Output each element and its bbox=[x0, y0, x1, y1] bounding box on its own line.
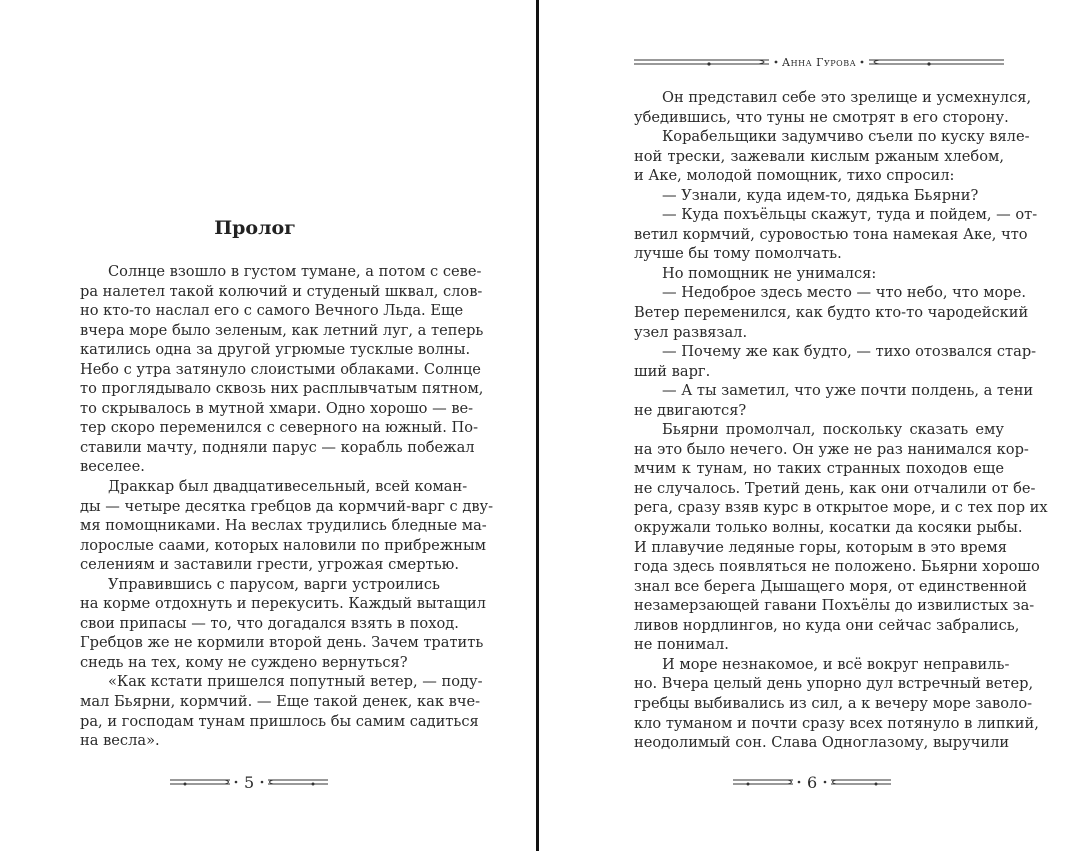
right-page-text bbox=[634, 88, 1048, 753]
text-line: на корме отдохнуть и перекусить. Каждый вытащил bbox=[80, 595, 486, 613]
text-line: селениям и заставили грести, угрожая смертью. bbox=[80, 556, 459, 574]
text-line: не двигаются? bbox=[634, 401, 747, 419]
text-line: «Как кстати пришелся попутный ветер, — поду- bbox=[108, 673, 483, 691]
text-line: окружали только волны, косатки да косяки рыбы. bbox=[634, 519, 1023, 537]
text-line: — Узнали, куда идем-то, дядька Бьярни? bbox=[662, 186, 979, 204]
ornament-left-icon bbox=[634, 57, 779, 67]
page-footer-left bbox=[170, 772, 328, 792]
chapter-title: Пролог bbox=[214, 217, 296, 239]
text-line: И плавучие ледяные горы, которым в это время bbox=[634, 538, 1007, 556]
text-line: Солнце взошло в густом тумане, а потом с севе- bbox=[108, 263, 482, 280]
ornament-icon bbox=[733, 777, 801, 787]
paragraph bbox=[634, 186, 1004, 206]
text-line: ной трески, зажевали кислым ржаным хлебом, bbox=[634, 147, 1004, 165]
paragraph bbox=[80, 477, 494, 575]
text-line: снедь на тех, кому не суждено вернуться? bbox=[80, 653, 408, 671]
text-line: то проглядывало сквозь них расплывчатым пятном, bbox=[80, 380, 484, 398]
text-line: мал Бьярни, кормчий. — Еще такой денек, как вче- bbox=[80, 693, 481, 711]
paragraph bbox=[634, 283, 1029, 342]
text-line: веселее. bbox=[80, 458, 145, 476]
text-line: Но помощник не унимался: bbox=[662, 264, 877, 282]
text-line: ливов нордлингов, но куда они сейчас забрались, bbox=[634, 616, 1020, 634]
text-line: знал все берега Дышащего моря, от единственной bbox=[634, 577, 1027, 595]
text-line: на это было нечего. Он уже не раз нанимался кор- bbox=[634, 440, 1029, 458]
text-line: неодолимый сон. Слава Одноглазому, выручили bbox=[634, 734, 1010, 752]
text-line: не понимал. bbox=[634, 636, 729, 654]
text-line: Он представил себе это зрелище и усмехнулся, bbox=[662, 89, 1032, 106]
page-number: 5 bbox=[244, 772, 255, 792]
text-line: Драккар был двадцативесельный, всей коман- bbox=[108, 478, 468, 496]
paragraph bbox=[634, 127, 1030, 186]
paragraph bbox=[80, 262, 484, 477]
paragraph bbox=[634, 264, 1004, 284]
text-line: кло туманом и почти сразу всех потянуло в липкий, bbox=[634, 714, 1039, 732]
paragraph bbox=[634, 420, 1048, 655]
text-line: незамерзающей гавани Похъёлы до извилистых за- bbox=[634, 597, 1035, 615]
paragraph bbox=[80, 575, 486, 673]
text-line: но. Вчера целый день упорно дул встречный ветер, bbox=[634, 675, 1034, 693]
text-line: и Аке, молодой помощник, тихо спросил: bbox=[634, 167, 955, 185]
text-line: Бьярни промолчал, поскольку сказать ему bbox=[662, 421, 1004, 439]
text-line: мчим к тунам, но таких странных походов еще bbox=[634, 460, 1004, 478]
text-line: года здесь появляться не положено. Бьярни хорошо bbox=[634, 558, 1040, 576]
text-line: мя помощниками. На веслах трудились бледные ма- bbox=[80, 517, 487, 535]
text-line: на весла». bbox=[80, 732, 160, 750]
ornament-icon bbox=[170, 777, 238, 787]
author-name: Анна Гурова bbox=[781, 55, 857, 69]
text-line: гребцы выбивались из сил, а к вечеру море заволо- bbox=[634, 694, 1033, 712]
text-line: ды — четыре десятка гребцов да кормчий-варг с дву- bbox=[80, 497, 494, 515]
text-line: свои припасы — то, что догадался взять в поход. bbox=[80, 614, 459, 632]
text-line: то скрывалось в мутной хмари. Одно хорошо — ве- bbox=[80, 399, 474, 417]
text-line: ставили мачту, подняли парус — корабль побежал bbox=[80, 438, 475, 456]
text-line: вчера море было зеленым, как летний луг, а теперь bbox=[80, 321, 484, 339]
text-line: убедившись, что туны не смотрят в его сторону. bbox=[634, 108, 1009, 126]
text-line: узел развязал. bbox=[634, 323, 748, 341]
text-line: Небо с утра затянуло слоистыми облаками. Солнце bbox=[80, 360, 481, 378]
running-header bbox=[634, 52, 1004, 72]
text-line: тер скоро переменился с северного на южный. По- bbox=[80, 419, 479, 437]
text-line: не случалось. Третий день, как они отчалили от бе- bbox=[634, 479, 1036, 497]
text-line: рега, сразу взяв курс в открытое море, и с тех пор их bbox=[634, 499, 1048, 517]
text-line: — Почему же как будто, — тихо отозвался стар- bbox=[662, 343, 1037, 361]
text-line: ший варг. bbox=[634, 362, 711, 380]
page-footer-right bbox=[733, 772, 891, 792]
text-line: И море незнакомое, и всё вокруг неправиль- bbox=[662, 655, 1010, 673]
left-page-text bbox=[80, 262, 494, 751]
text-line: — А ты заметил, что уже почти полдень, а тени bbox=[662, 382, 1034, 400]
text-line: ра, и господам тунам пришлось бы самим садиться bbox=[80, 712, 479, 730]
ornament-icon bbox=[823, 777, 891, 787]
text-line: — Куда похъёльцы скажут, туда и пойдем, — от- bbox=[662, 206, 1038, 224]
text-line: Корабельщики задумчиво съели по куску вяле- bbox=[662, 128, 1030, 146]
paragraph bbox=[634, 655, 1039, 753]
paragraph bbox=[634, 342, 1037, 381]
text-line: лучше бы тому помолчать. bbox=[634, 245, 842, 263]
text-line: Ветер переменился, как будто кто-то чародейский bbox=[634, 304, 1029, 322]
text-line: но кто-то наслал его с самого Вечного Льда. Еще bbox=[80, 302, 464, 320]
paragraph bbox=[80, 672, 483, 750]
text-line: лорослые саами, которых наловили по прибрежным bbox=[80, 536, 486, 554]
text-line: Гребцов же не кормили второй день. Зачем тратить bbox=[80, 634, 484, 652]
text-line: Управившись с парусом, варги устроились bbox=[108, 575, 440, 593]
book-spine-divider bbox=[536, 0, 539, 851]
page-number: 6 bbox=[807, 772, 818, 792]
paragraph bbox=[634, 381, 1034, 420]
paragraph bbox=[634, 205, 1038, 264]
text-line: ра налетел такой колючий и студеный шквал, слов- bbox=[80, 282, 483, 300]
text-line: катились одна за другой угрюмые тусклые волны. bbox=[80, 341, 471, 359]
text-line: — Недоброе здесь место — что небо, что море. bbox=[662, 284, 1027, 302]
paragraph bbox=[634, 88, 1032, 127]
text-line: ветил кормчий, суровостью тона намекая Аке, что bbox=[634, 225, 1028, 243]
ornament-icon bbox=[260, 777, 328, 787]
ornament-right-icon bbox=[859, 57, 1004, 67]
